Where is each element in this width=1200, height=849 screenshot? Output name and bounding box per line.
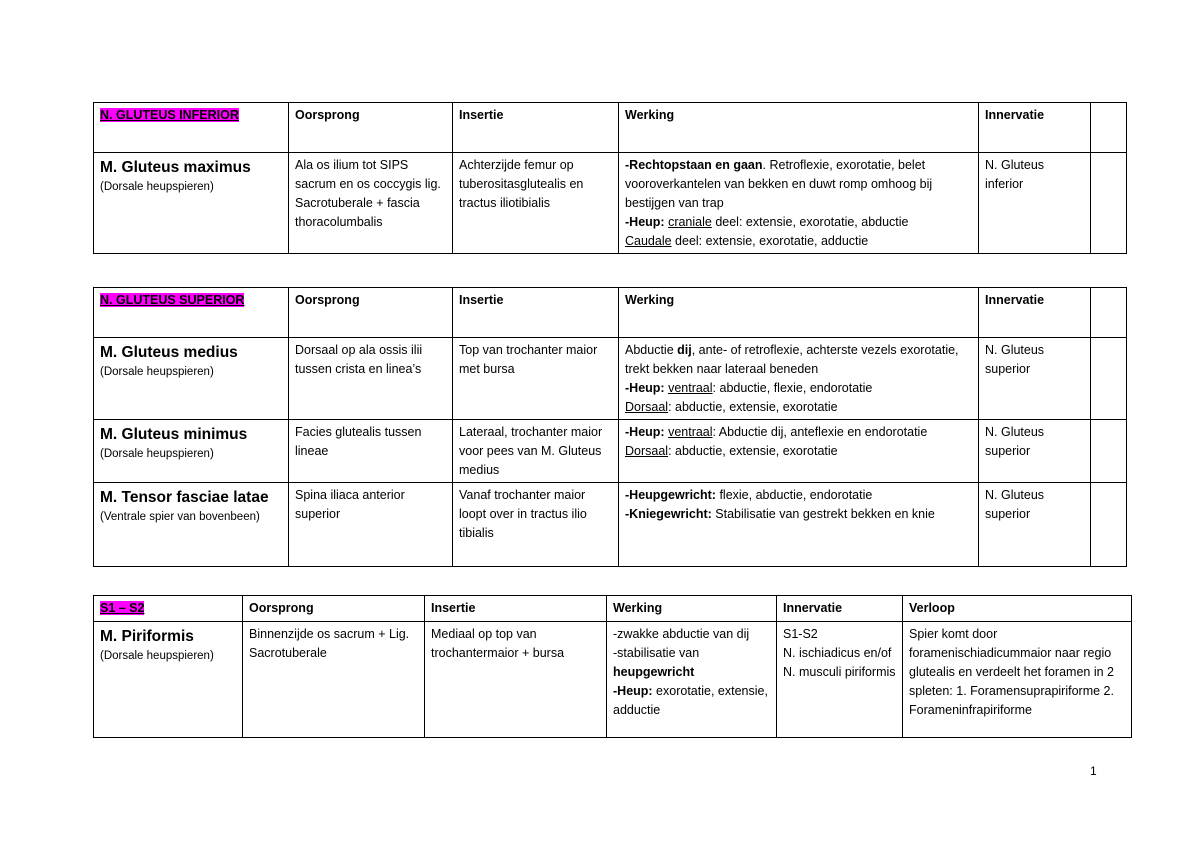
werking-text: . Retroflexie, exorotatie, belet vooroverkantelen van bekken en duwt romp omhoog bij bestijgen van trap <box>625 158 933 210</box>
header-insertie: Insertie <box>425 596 607 622</box>
verloop-cell: Spier komt door foramenischiadicummaior naar regio glutealis en verdeelt het foramen in 2 spleten: 1. Foramensuprapiriforme 2. Foramenіnfrapiriforme <box>903 622 1132 738</box>
werking-cell <box>619 338 979 420</box>
oorsprong-cell: Ala os ilium tot SIPS sacrum en os coccygis lig. Sacrotuberale + fascia thoracolumbalis <box>289 153 453 254</box>
header-insertie: Insertie <box>453 103 619 153</box>
werking-craniale: craniale <box>668 215 712 229</box>
table-row <box>94 483 1127 567</box>
table-row <box>94 153 1127 254</box>
werking-bold: dij <box>677 343 692 357</box>
werking-dorsaal: Dorsaal <box>625 444 669 458</box>
header-werking: Werking <box>607 596 777 622</box>
insertie-cell: Lateraal, trochanter maior voor pees van M. Gluteus medius <box>453 420 619 483</box>
werking-caudale: Caudale <box>625 234 672 248</box>
werking-bold: heupgewricht <box>613 665 695 679</box>
werking-dorsaal-text: : abductie, extensie, exorotatie <box>668 400 838 414</box>
werking-caudale-text: deel: extensie, exorotatie, adductie <box>671 234 869 248</box>
muscle-name: M. Piriformis <box>100 628 194 645</box>
header-werking: Werking <box>619 288 979 338</box>
insertie-cell: Achterzijde femur op tuberositasglutealis en tractus iliotibialis <box>453 153 619 254</box>
header-insertie: Insertie <box>453 288 619 338</box>
muscle-group: (Dorsale heupspieren) <box>100 650 214 662</box>
table-gluteus-superior <box>93 287 1127 567</box>
werking-cell <box>619 483 979 567</box>
empty-cell <box>1091 420 1127 483</box>
werking-ventraal-text: : Abductie dij, anteflexie en endorotatie <box>712 425 928 439</box>
header-oorsprong: Oorsprong <box>289 288 453 338</box>
innervatie-cell: N. Gluteus superior <box>979 338 1091 420</box>
werking-heup-label: -Heupgewricht: <box>625 488 716 502</box>
werking-heup-label: -Heup: <box>625 381 665 395</box>
innervatie-cell: N. Gluteus superior <box>979 420 1091 483</box>
header-innervatie: Innervatie <box>777 596 903 622</box>
werking-cell <box>607 622 777 738</box>
innervatie-cell: N. Gluteus inferior <box>979 153 1091 254</box>
header-innervatie: Innervatie <box>979 288 1091 338</box>
muscle-cell <box>94 420 289 483</box>
insertie-cell: Mediaal op top van trochantermaior + bursa <box>425 622 607 738</box>
oorsprong-cell: Dorsaal op ala ossis ilii tussen crista en linea’s <box>289 338 453 420</box>
muscle-cell <box>94 153 289 254</box>
muscle-cell <box>94 483 289 567</box>
werking-text: , ante- of retroflexie, achterste vezels exorotatie, trekt bekken naar lateraal beneden <box>625 343 959 376</box>
table-s1-s2 <box>93 595 1132 738</box>
werking-ventraal-text: : abductie, flexie, endorotatie <box>712 381 873 395</box>
muscle-group: (Dorsale heupspieren) <box>100 448 214 460</box>
insertie-cell: Top van trochanter maior met bursa <box>453 338 619 420</box>
werking-heup-label: -Heup: <box>625 425 665 439</box>
werking-text: -zwakke abductie van dij <box>613 627 750 641</box>
werking-text: Abductie <box>625 343 678 357</box>
header-nerve-cell <box>94 596 243 622</box>
table-row <box>94 338 1127 420</box>
werking-bold: -Rechtopstaan en gaan <box>625 158 763 172</box>
empty-cell <box>1091 338 1127 420</box>
table-row <box>94 622 1132 738</box>
innervatie-segment: S1-S2 <box>783 627 818 641</box>
muscle-group: (Ventrale spier van bovenbeen) <box>100 511 260 523</box>
werking-knie-label: -Kniegewricht: <box>625 507 712 521</box>
header-innervatie: Innervatie <box>979 103 1091 153</box>
werking-heup-text: flexie, abductie, endorotatie <box>715 488 873 502</box>
werking-heup-label: -Heup: <box>613 684 653 698</box>
werking-cell <box>619 153 979 254</box>
empty-cell <box>1091 483 1127 567</box>
header-werking: Werking <box>619 103 979 153</box>
page-number: 1 <box>1090 764 1097 778</box>
table-gluteus-inferior <box>93 102 1127 254</box>
innervatie-cell: N. Gluteus superior <box>979 483 1091 567</box>
header-nerve-cell <box>94 288 289 338</box>
oorsprong-cell: Facies glutealis tussen lineae <box>289 420 453 483</box>
header-empty <box>1091 288 1127 338</box>
werking-ventraal: ventraal <box>668 425 713 439</box>
oorsprong-cell: Binnenzijde os sacrum + Lig. Sacrotuberale <box>243 622 425 738</box>
header-oorsprong: Oorsprong <box>289 103 453 153</box>
werking-dorsaal: Dorsaal <box>625 400 669 414</box>
werking-craniale-text: deel: extensie, exorotatie, abductie <box>711 215 909 229</box>
werking-ventraal: ventraal <box>668 381 713 395</box>
header-oorsprong: Oorsprong <box>243 596 425 622</box>
table-row <box>94 420 1127 483</box>
empty-cell <box>1091 153 1127 254</box>
muscle-cell <box>94 338 289 420</box>
muscle-name: M. Gluteus maximus <box>100 159 251 176</box>
werking-dorsaal-text: : abductie, extensie, exorotatie <box>668 444 838 458</box>
werking-heup-text: exorotatie, extensie, adductie <box>613 684 768 717</box>
header-nerve-cell <box>94 103 289 153</box>
nerve-title: S1 – S2 <box>100 601 145 615</box>
innervatie-nerve: N. ischiadicus en/of N. musculi piriformis <box>783 646 896 679</box>
muscle-name: M. Gluteus medius <box>100 344 238 361</box>
werking-knie-text: Stabilisatie van gestrekt bekken en knie <box>711 507 935 521</box>
innervatie-cell <box>777 622 903 738</box>
header-empty <box>1091 103 1127 153</box>
muscle-name: M. Gluteus minimus <box>100 426 248 443</box>
muscle-group: (Dorsale heupspieren) <box>100 181 214 193</box>
werking-heup-label: -Heup: <box>625 215 665 229</box>
nerve-title: N. GLUTEUS SUPERIOR <box>100 293 245 307</box>
header-verloop: Verloop <box>903 596 1132 622</box>
werking-cell <box>619 420 979 483</box>
nerve-title: N. GLUTEUS INFERIOR <box>100 108 239 122</box>
muscle-cell <box>94 622 243 738</box>
muscle-name: M. Tensor fasciae latae <box>100 489 269 506</box>
werking-text: -stabilisatie van <box>613 646 700 660</box>
oorsprong-cell: Spina iliaca anterior superior <box>289 483 453 567</box>
insertie-cell: Vanaf trochanter maior loopt over in tractus ilio tibialis <box>453 483 619 567</box>
muscle-group: (Dorsale heupspieren) <box>100 366 214 378</box>
